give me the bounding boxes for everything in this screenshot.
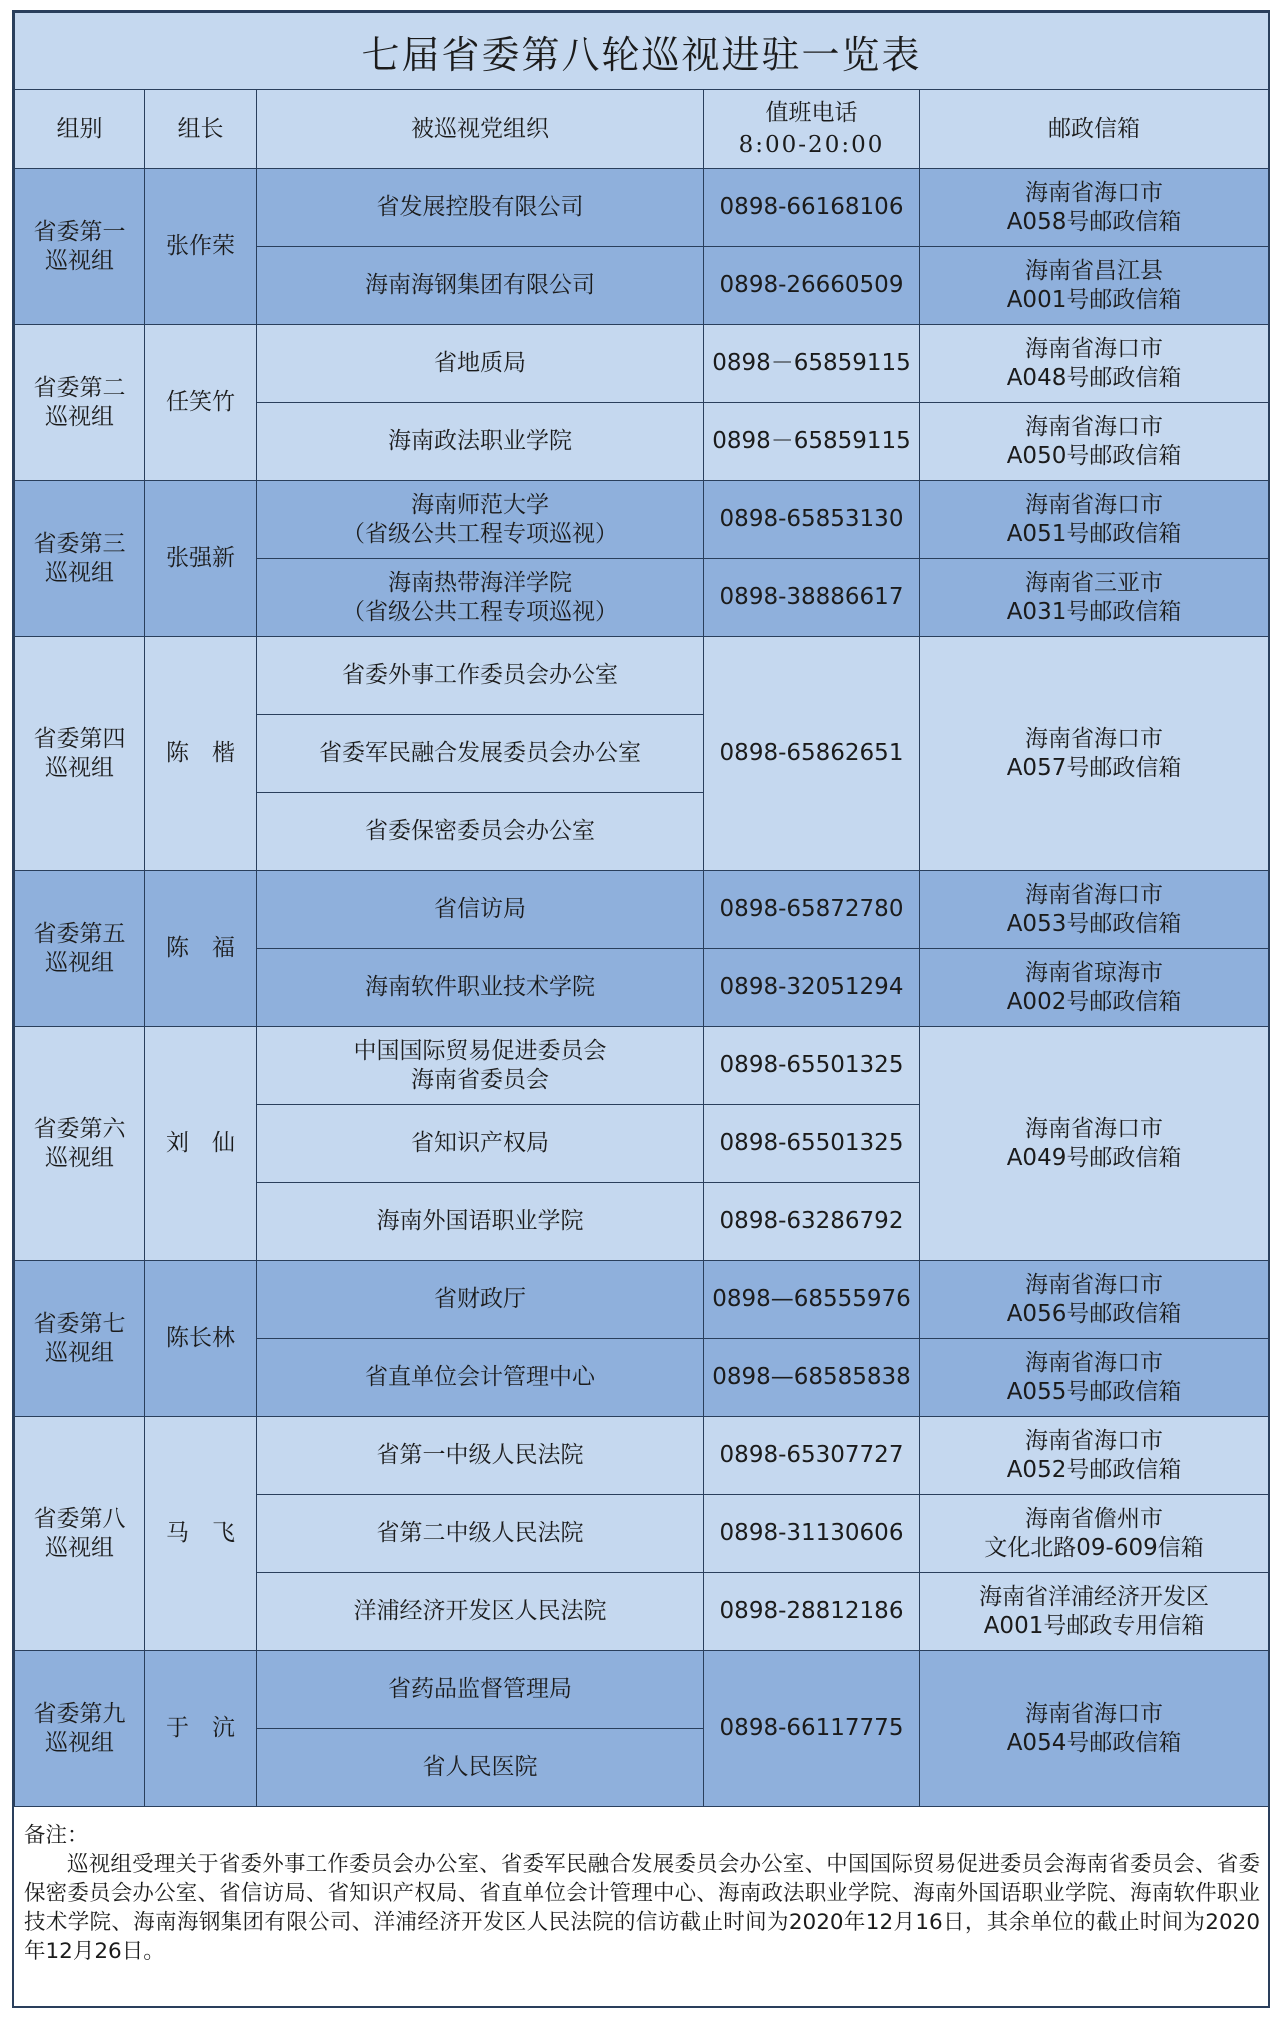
org-line1: 省知识产权局 [411,1130,549,1156]
org-line2: （省级公共工程专项巡视） [342,598,618,625]
mail-line1: 海南省儋州市 [1025,1505,1164,1532]
mail-cell [920,1261,1269,1339]
leader-cell: 陈 福 [145,871,257,1027]
org-line1: 省信访局 [434,896,526,922]
mail-line1: 海南省海口市 [1025,1349,1164,1376]
group-name-line1: 省委第四 [33,725,126,752]
group-name-line2: 巡视组 [45,403,114,430]
mail-cell [920,325,1269,403]
mail-line1: 海南省海口市 [1025,491,1164,518]
phone-cell: 0898-65501325 [704,1027,920,1105]
org-cell [257,1729,704,1807]
mail-line1: 海南省昌江县 [1025,257,1164,284]
notes-body: 巡视组受理关于省委外事工作委员会办公室、省委军民融合发展委员会办公室、中国国际贸易促进委员会海南省委员会、省委保密委员会办公室、省信访局、省知识产权局、省直单位会计管理中心、海南政法职业学院、海南外国语职业学院、海南软件职业技术学院、海南海钢集团有限公司、洋浦经济开发区人民法院的信访截止时间为2020年12月16日，其余单位的截止时间为2020年12月26日。 [24,1852,1260,1964]
group-name-cell [15,871,145,1027]
org-cell [257,1495,704,1573]
mail-line2: A031号邮政信箱 [1006,598,1182,625]
phone-cell: 0898－65859115 [704,403,920,481]
tour-schedule-sheet [12,10,1270,2008]
table-title: 七届省委第八轮巡视进驻一览表 [15,13,1269,90]
mail-line2: A050号邮政信箱 [1006,442,1182,469]
org-cell [257,793,704,871]
org-line1: 省委外事工作委员会办公室 [342,662,618,688]
mail-line1: 海南省海口市 [1025,413,1164,440]
leader-cell: 张强新 [145,481,257,637]
org-cell [257,1105,704,1183]
mail-line1: 海南省海口市 [1025,725,1164,752]
mail-line1: 海南省琼海市 [1025,959,1164,986]
phone-cell: 0898-65307727 [704,1417,920,1495]
group-name-line1: 省委第六 [33,1115,126,1142]
mail-line1: 海南省海口市 [1025,1115,1164,1142]
leader-cell: 任笑竹 [145,325,257,481]
group-name-line2: 巡视组 [45,1729,114,1756]
phone-cell: 0898-31130606 [704,1495,920,1573]
org-cell [257,1417,704,1495]
phone-cell: 0898-65872780 [704,871,920,949]
phone-cell: 0898-66168106 [704,169,920,247]
header-group: 组别 [15,90,145,169]
phone-cell: 0898-65862651 [704,637,920,871]
org-line1: 中国国际贸易促进委员会 [353,1037,607,1064]
table-row [15,325,1269,403]
mail-line2: A001号邮政信箱 [1006,286,1182,313]
phone-cell: 0898-32051294 [704,949,920,1027]
mail-line1: 海南省海口市 [1025,1427,1164,1454]
header-leader: 组长 [145,90,257,169]
table-row [15,1027,1269,1105]
mail-line2: A002号邮政信箱 [1006,988,1182,1015]
group-name-cell [15,169,145,325]
mail-line2: A048号邮政信箱 [1006,364,1182,391]
org-cell [257,1573,704,1651]
header-row [15,90,1269,169]
mail-line2: A056号邮政信箱 [1006,1300,1182,1327]
header-phone [704,90,920,169]
org-cell [257,949,704,1027]
mail-line1: 海南省洋浦经济开发区 [979,1583,1210,1610]
group-name-line2: 巡视组 [45,949,114,976]
org-cell [257,403,704,481]
org-line1: 洋浦经济开发区人民法院 [353,1598,607,1624]
org-cell [257,481,704,559]
org-line1: 省人民医院 [422,1754,538,1780]
group-name-cell [15,1417,145,1651]
table-row [15,169,1269,247]
org-line1: 省药品监督管理局 [388,1676,572,1702]
org-cell [257,247,704,325]
org-line1: 海南师范大学 [411,491,549,518]
mail-cell [920,481,1269,559]
org-cell [257,1183,704,1261]
group-name-cell [15,1651,145,1807]
mail-line2: A058号邮政信箱 [1006,208,1182,235]
mail-cell [920,247,1269,325]
mail-cell [920,949,1269,1027]
mail-line1: 海南省海口市 [1025,335,1164,362]
mail-cell [920,1495,1269,1573]
phone-cell: 0898-66117775 [704,1651,920,1807]
mail-cell [920,559,1269,637]
phone-cell: 0898-28812186 [704,1573,920,1651]
mail-line2: A053号邮政信箱 [1006,910,1182,937]
group-name-line2: 巡视组 [45,754,114,781]
mail-cell [920,169,1269,247]
table-row [15,1651,1269,1729]
group-name-line2: 巡视组 [45,559,114,586]
leader-cell: 马 飞 [145,1417,257,1651]
group-name-line2: 巡视组 [45,1534,114,1561]
phone-cell: 0898—68585838 [704,1339,920,1417]
group-name-line2: 巡视组 [45,1339,114,1366]
org-cell [257,1339,704,1417]
header-phone-label: 值班电话 [765,100,858,126]
group-name-cell [15,637,145,871]
org-line1: 省地质局 [434,350,526,376]
org-cell [257,871,704,949]
leader-cell: 张作荣 [145,169,257,325]
mail-line1: 海南省海口市 [1025,1700,1164,1727]
table-row [15,1417,1269,1495]
mail-line2: A052号邮政信箱 [1006,1456,1182,1483]
org-line2: 海南省委员会 [411,1066,549,1093]
org-line1: 省第二中级人民法院 [376,1520,584,1546]
phone-cell: 0898-65853130 [704,481,920,559]
org-line1: 海南外国语职业学院 [376,1208,584,1234]
org-line2: （省级公共工程专项巡视） [342,520,618,547]
notes-label: 备注： [24,1823,89,1848]
org-line1: 省委保密委员会办公室 [365,818,595,844]
org-cell [257,325,704,403]
table-row [15,637,1269,715]
leader-cell: 陈长林 [145,1261,257,1417]
mail-cell [920,1651,1269,1807]
group-name-cell [15,1261,145,1417]
group-name-line1: 省委第三 [33,530,126,557]
org-line1: 省委军民融合发展委员会办公室 [319,740,641,766]
group-name-line1: 省委第七 [33,1310,126,1337]
mail-cell [920,637,1269,871]
phone-cell: 0898-65501325 [704,1105,920,1183]
org-cell [257,169,704,247]
schedule-table [14,12,1269,1807]
header-mail: 邮政信箱 [920,90,1269,169]
table-row [15,481,1269,559]
mail-line1: 海南省三亚市 [1025,569,1164,596]
phone-cell: 0898-63286792 [704,1183,920,1261]
org-cell [257,1027,704,1105]
mail-cell [920,1339,1269,1417]
phone-cell: 0898—68555976 [704,1261,920,1339]
org-cell [257,637,704,715]
org-cell [257,1651,704,1729]
header-org: 被巡视党组织 [257,90,704,169]
mail-line1: 海南省海口市 [1025,179,1164,206]
org-line1: 省直单位会计管理中心 [365,1364,595,1390]
mail-cell [920,1027,1269,1261]
mail-line2: A057号邮政信箱 [1006,754,1182,781]
org-line1: 省第一中级人民法院 [376,1442,584,1468]
org-line1: 海南热带海洋学院 [388,569,572,596]
mail-line2: A055号邮政信箱 [1006,1378,1182,1405]
leader-cell: 于 沆 [145,1651,257,1807]
header-phone-hours: 8:00-20:00 [738,132,885,158]
group-name-line1: 省委第九 [33,1700,126,1727]
mail-cell [920,1417,1269,1495]
group-name-line1: 省委第一 [33,218,126,245]
org-cell [257,715,704,793]
mail-line2: A001号邮政专用信箱 [983,1612,1205,1639]
group-name-cell [15,325,145,481]
phone-cell: 0898-26660509 [704,247,920,325]
mail-cell [920,403,1269,481]
mail-line2: A049号邮政信箱 [1006,1144,1182,1171]
mail-cell [920,871,1269,949]
table-row [15,1261,1269,1339]
mail-cell [920,1573,1269,1651]
group-name-cell [15,481,145,637]
mail-line1: 海南省海口市 [1025,881,1164,908]
leader-cell: 陈 楷 [145,637,257,871]
group-name-line1: 省委第八 [33,1505,126,1532]
org-line1: 省财政厅 [434,1286,526,1312]
group-name-line1: 省委第二 [33,374,126,401]
mail-line2: A051号邮政信箱 [1006,520,1182,547]
group-name-cell [15,1027,145,1261]
org-cell [257,1261,704,1339]
group-name-line2: 巡视组 [45,1144,114,1171]
group-name-line2: 巡视组 [45,247,114,274]
group-name-line1: 省委第五 [33,920,126,947]
leader-cell: 刘 仙 [145,1027,257,1261]
mail-line1: 海南省海口市 [1025,1271,1164,1298]
org-cell [257,559,704,637]
phone-cell: 0898-38886617 [704,559,920,637]
org-line1: 海南政法职业学院 [388,428,572,454]
notes-section [14,1807,1268,1996]
org-line1: 海南海钢集团有限公司 [365,272,595,298]
mail-line2: 文化北路09-609信箱 [984,1534,1204,1561]
phone-cell: 0898－65859115 [704,325,920,403]
org-line1: 省发展控股有限公司 [376,194,584,220]
org-line1: 海南软件职业技术学院 [365,974,595,1000]
mail-line2: A054号邮政信箱 [1006,1729,1182,1756]
table-row [15,871,1269,949]
